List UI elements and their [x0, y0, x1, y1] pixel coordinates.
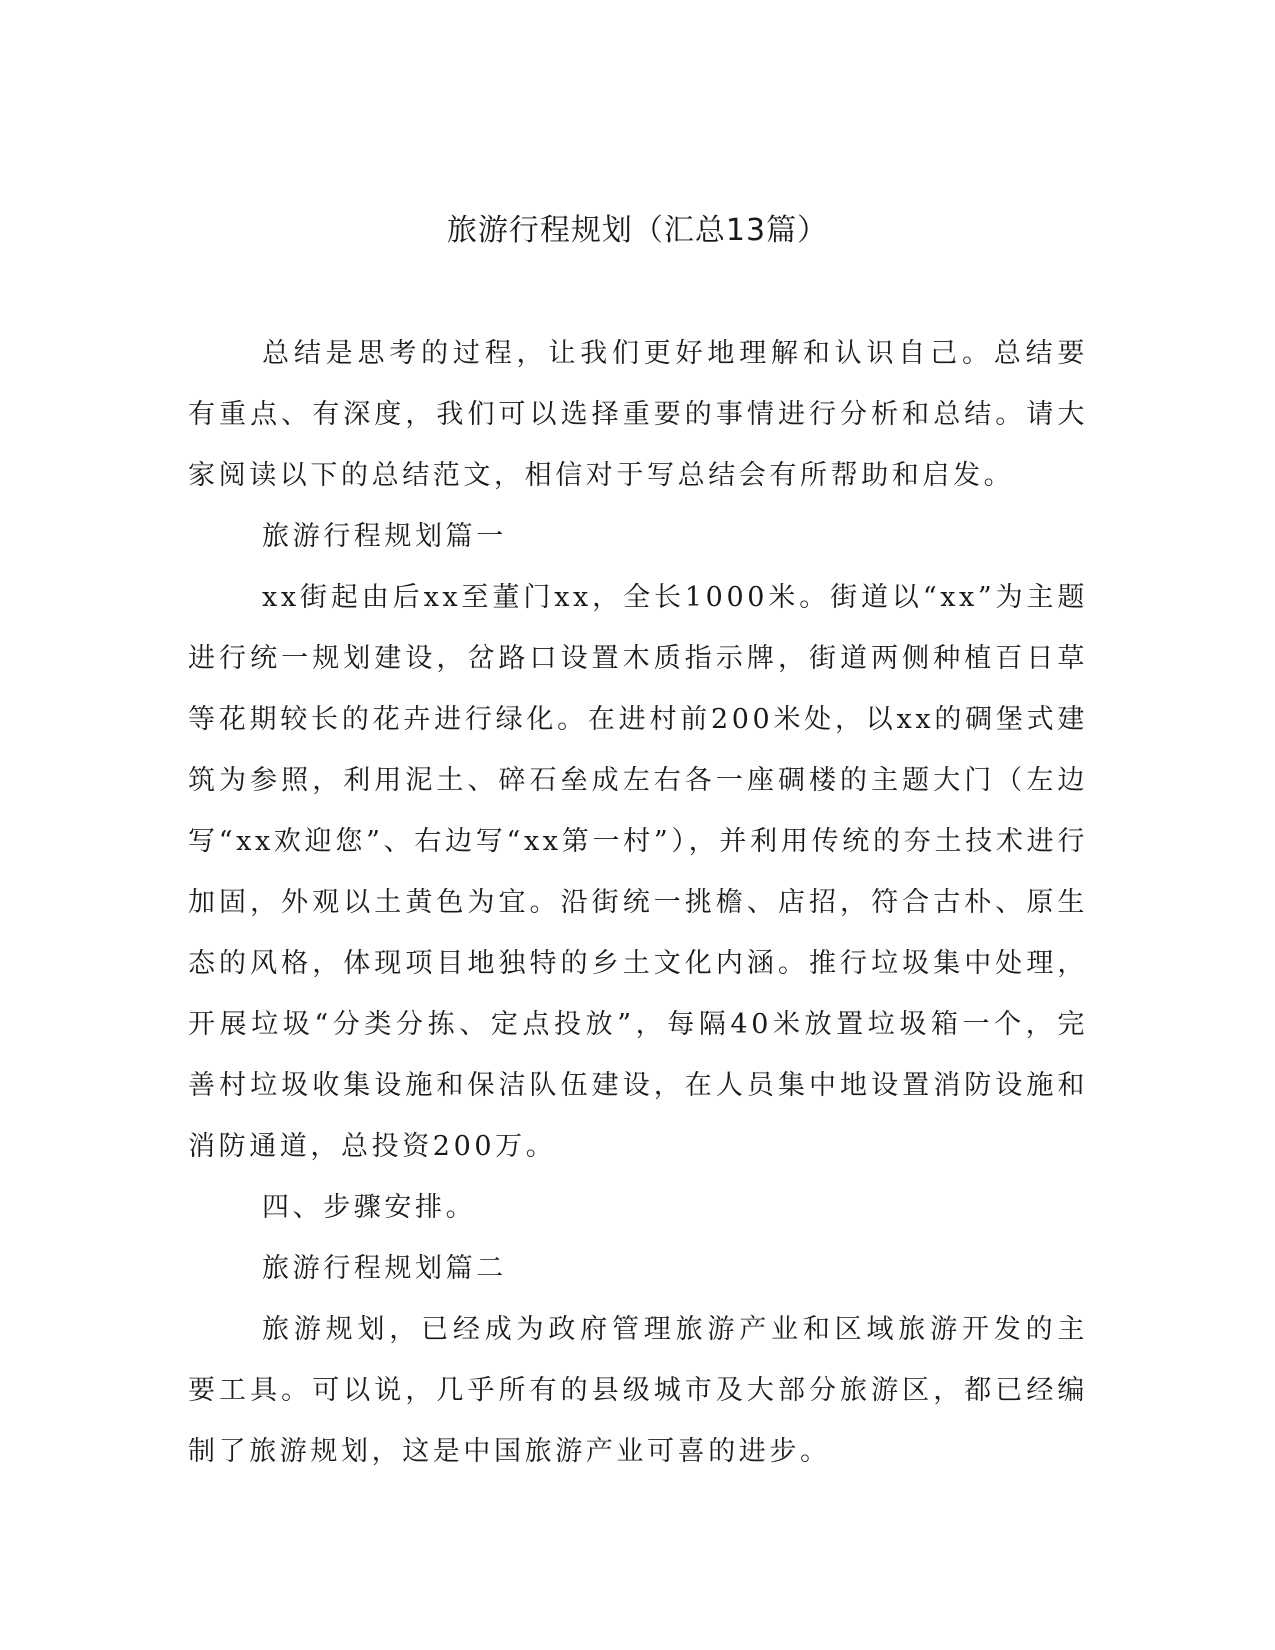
section-heading-1: 旅游行程规划篇一 — [262, 521, 507, 552]
body-paragraph: xx街起由后xx至董门xx，全长1000米。街道以“xx”为主题进行统一规划建设，岔路口设置木质指示牌，街道两侧种植百日草等花期较长的花卉进行绿化。在进村前200米处，以xx的碉堡式建筑为参照，利用泥土、碎石垒成左右各一座碉楼的主题大门（左边写“xx欢迎您”、右边写“xx第一村”），并利用传统的夯土技术进行加固，外观以土黄色为宜。沿街统一挑檐、店招，符合古朴、原生态的风格，体现项目地独特的乡土文化内涵。推行垃圾集中处理，开展垃圾“分类分拣、定点投放”，每隔40米放置垃圾箱一个，完善村垃圾收集设施和保洁队伍建设，在人员集中地设置消防设施和消防通道，总投资200万。 — [188, 582, 1088, 1162]
intro-paragraph: 总结是思考的过程，让我们更好地理解和认识自己。总结要有重点、有深度，我们可以选择重要的事情进行分析和总结。请大家阅读以下的总结范文，相信对于写总结会有所帮助和启发。 — [188, 338, 1088, 491]
document-title: 旅游行程规划（汇总13篇） — [446, 213, 829, 248]
body-paragraph: 旅游规划，已经成为政府管理旅游产业和区域旅游开发的主要工具。可以说，几乎所有的县级城市及大部分旅游区，都已经编制了旅游规划，这是中国旅游产业可喜的进步。 — [188, 1314, 1088, 1467]
section-heading-2: 旅游行程规划篇二 — [262, 1253, 507, 1284]
step-heading: 四、步骤安排。 — [262, 1192, 477, 1223]
document-body — [188, 323, 1088, 1482]
